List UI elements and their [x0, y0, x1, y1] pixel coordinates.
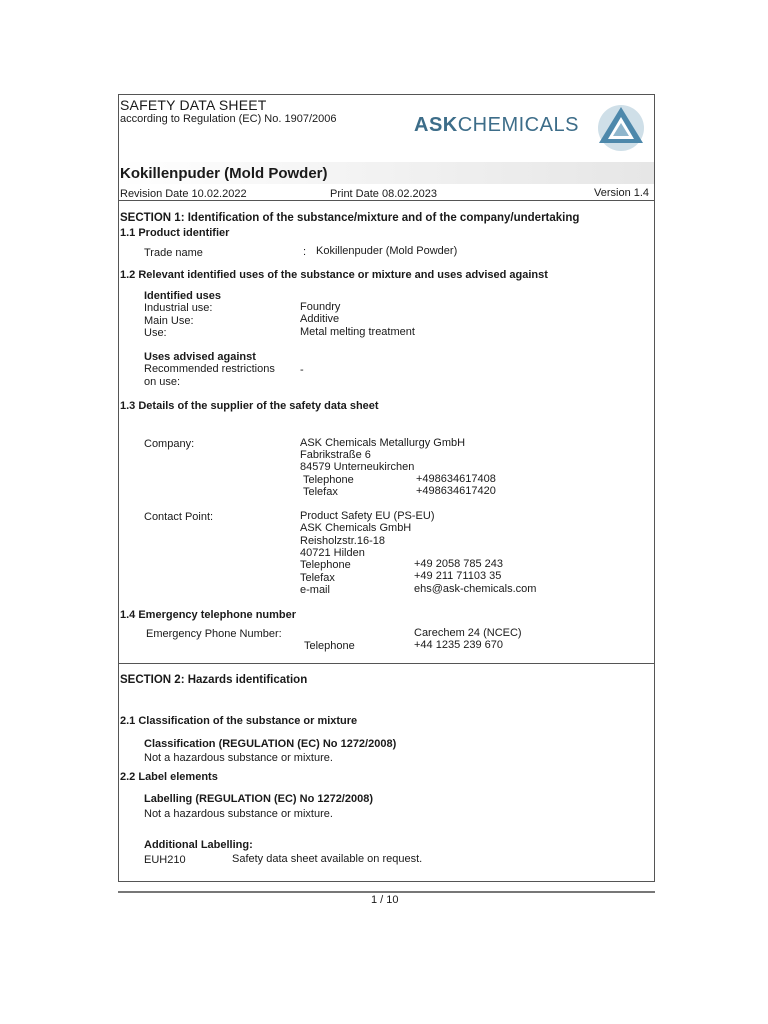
contact-email-value[interactable]: ehs@ask-chemicals.com: [414, 583, 537, 595]
recommended-restrictions-label-2: on use:: [144, 376, 181, 388]
contact-line-3: Reisholzstr.16-18: [300, 535, 385, 547]
recommended-restrictions-value: -: [300, 364, 304, 376]
contact-telefax-label: Telefax: [300, 572, 335, 584]
main-use-value: Additive: [300, 313, 340, 325]
euh-text: Safety data sheet available on request.: [232, 853, 423, 865]
regulation-line: according to Regulation (EC) No. 1907/2006: [120, 113, 337, 125]
recommended-restrictions-label: Recommended restrictions: [144, 363, 275, 375]
company-telephone-label: Telephone: [303, 474, 354, 486]
footer-rule: [118, 891, 655, 893]
use-label: Use:: [144, 327, 167, 339]
print-date: Print Date 08.02.2023: [330, 188, 438, 200]
section2-divider: [118, 663, 655, 664]
company-telephone-value: +498634617408: [416, 473, 496, 485]
company-label: Company:: [144, 438, 195, 450]
s13-heading: 1.3 Details of the supplier of the safety data sheet: [120, 400, 379, 412]
trade-name-label: Trade name: [144, 247, 203, 259]
company-line-2: Fabrikstraße 6: [300, 449, 371, 461]
product-name: Kokillenpuder (Mold Powder): [120, 165, 328, 182]
section2-title: SECTION 2: Hazards identification: [120, 674, 308, 686]
trade-name-separator: :: [303, 246, 307, 258]
contact-line-2: ASK Chemicals GmbH: [300, 522, 412, 534]
industrial-use-label: Industrial use:: [144, 302, 213, 314]
contact-telefax-value: +49 211 71103 35: [414, 570, 502, 582]
s22-heading: 2.2 Label elements: [120, 771, 218, 783]
industrial-use-value: Foundry: [300, 301, 341, 313]
emergency-telephone-label: Telephone: [304, 640, 355, 652]
company-line-3: 84579 Unterneukirchen: [300, 461, 415, 473]
contact-line-4: 40721 Hilden: [300, 547, 365, 559]
classification-heading: Classification (REGULATION (EC) No 1272/2008): [144, 738, 397, 750]
ask-chemicals-logo-icon: [594, 103, 648, 153]
revision-date: Revision Date 10.02.2022: [120, 188, 247, 200]
product-divider: [118, 200, 655, 201]
s14-heading: 1.4 Emergency telephone number: [120, 609, 297, 621]
page-number: 1 / 10: [371, 894, 399, 906]
version: Version 1.4: [594, 187, 650, 199]
section1-title: SECTION 1: Identification of the substance/mixture and of the company/undertaking: [120, 212, 580, 224]
emergency-phone-label: Emergency Phone Number:: [146, 628, 282, 640]
labelling-text: Not a hazardous substance or mixture.: [144, 808, 333, 820]
contact-point-label: Contact Point:: [144, 511, 214, 523]
logo-wordmark: ASKCHEMICALS: [414, 114, 579, 136]
uses-advised-against-heading: Uses advised against: [144, 351, 256, 363]
main-use-label: Main Use:: [144, 315, 194, 327]
company-line-1: ASK Chemicals Metallurgy GmbH: [300, 437, 466, 449]
document-title: SAFETY DATA SHEET: [120, 97, 267, 113]
s21-heading: 2.1 Classification of the substance or mixture: [120, 715, 358, 727]
classification-text: Not a hazardous substance or mixture.: [144, 752, 333, 764]
trade-name-value: Kokillenpuder (Mold Powder): [316, 245, 458, 257]
contact-telephone-label: Telephone: [300, 559, 351, 571]
labelling-heading: Labelling (REGULATION (EC) No 1272/2008): [144, 793, 374, 805]
s11-heading: 1.1 Product identifier: [120, 227, 230, 239]
emergency-telephone-value: +44 1235 239 670: [414, 639, 504, 651]
use-value: Metal melting treatment: [300, 326, 415, 338]
emergency-provider: Carechem 24 (NCEC): [414, 627, 522, 639]
company-telefax-value: +498634617420: [416, 485, 496, 497]
additional-labelling-heading: Additional Labelling:: [144, 839, 253, 851]
company-telefax-label: Telefax: [303, 486, 338, 498]
contact-telephone-value: +49 2058 785 243: [414, 558, 504, 570]
s12-heading: 1.2 Relevant identified uses of the substance or mixture and uses advised against: [120, 269, 548, 281]
contact-line-1: Product Safety EU (PS-EU): [300, 510, 435, 522]
contact-email-label: e-mail: [300, 584, 330, 596]
company-logo: [414, 114, 579, 137]
euh-code: EUH210: [144, 854, 186, 866]
identified-uses-heading: Identified uses: [144, 290, 222, 302]
